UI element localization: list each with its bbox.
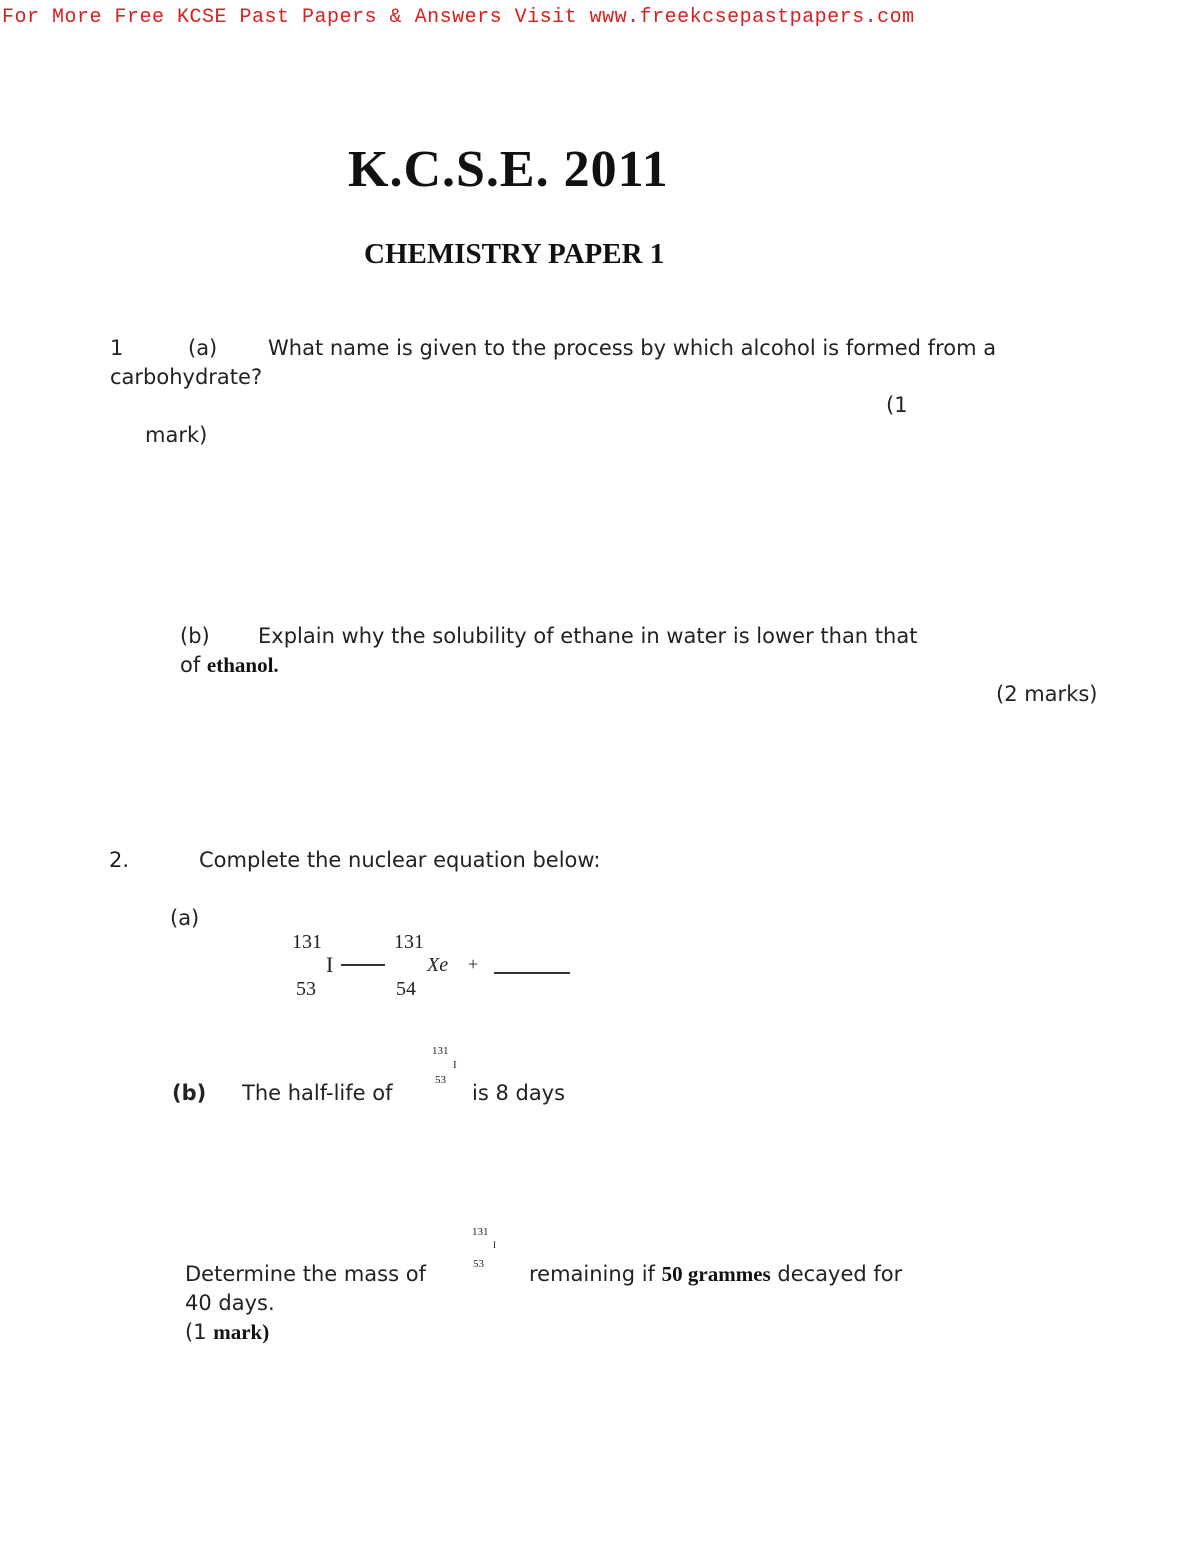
q2a-label: (a): [170, 906, 200, 930]
q1b-of: of: [180, 653, 207, 677]
q1-number: 1: [110, 336, 124, 360]
reaction-arrow: [341, 964, 385, 966]
q1a-label: (a): [188, 336, 218, 360]
plus-sign: +: [468, 954, 479, 974]
q1b-label: (b): [180, 624, 210, 648]
website-banner: For More Free KCSE Past Papers & Answers Visit www.freekcsepastpapers.com: [2, 6, 915, 29]
q1b-text: Explain why the solubility of ethane in water is lower than that: [258, 624, 918, 648]
q2b-decayed: decayed for: [777, 1262, 903, 1286]
q2b-marks-prefix: (1: [185, 1320, 214, 1344]
q1b-marks: (2 marks): [996, 682, 1098, 706]
q2b-text-end: is 8 days: [472, 1081, 566, 1105]
q2-text: Complete the nuclear equation below:: [199, 848, 601, 872]
q2b-determine-nuclide-mass: 131: [472, 1226, 489, 1238]
q2b-nuclide-mass: 131: [432, 1045, 449, 1057]
iodine-symbol: I: [326, 952, 334, 977]
q1a-marks-continued: mark): [145, 423, 208, 447]
q2b-nuclide-atomic: 53: [435, 1074, 446, 1086]
q2b-marks-bold: mark): [213, 1320, 270, 1344]
q2b-marks: [185, 1320, 269, 1345]
q2b-days: 40 days.: [185, 1291, 275, 1315]
page-title: K.C.S.E. 2011: [348, 141, 669, 198]
q1a-marks: (1: [886, 393, 908, 417]
q2b-determine-text: Determine the mass of: [185, 1262, 426, 1286]
q1b-text-continued: [180, 653, 279, 678]
q1a-text: What name is given to the process by which alcohol is formed from a: [268, 336, 997, 360]
iodine-atomic-number: 53: [296, 978, 316, 1000]
q2b-nuclide-symbol: I: [453, 1059, 457, 1071]
q2b-fifty-grammes: 50 grammes: [661, 1262, 771, 1286]
xenon-symbol: Xe: [427, 954, 449, 976]
iodine-mass-number: 131: [292, 931, 322, 953]
q2b-text: The half-life of: [242, 1081, 393, 1105]
q1b-ethanol: ethanol.: [206, 653, 279, 677]
paper-subtitle: CHEMISTRY PAPER 1: [364, 238, 665, 270]
answer-blank-line: [494, 972, 570, 974]
q2b-determine-continued: [529, 1262, 902, 1287]
q2-number: 2.: [109, 848, 130, 872]
q2b-remaining: remaining if: [529, 1262, 655, 1286]
q1a-text-continued: carbohydrate?: [110, 365, 263, 389]
q2b-determine-nuclide-atomic: 53: [473, 1258, 484, 1270]
q2b-label: (b): [172, 1081, 207, 1105]
xenon-atomic-number: 54: [396, 978, 416, 1000]
q2b-determine-nuclide-symbol: I: [493, 1240, 496, 1250]
xenon-mass-number: 131: [394, 931, 424, 953]
